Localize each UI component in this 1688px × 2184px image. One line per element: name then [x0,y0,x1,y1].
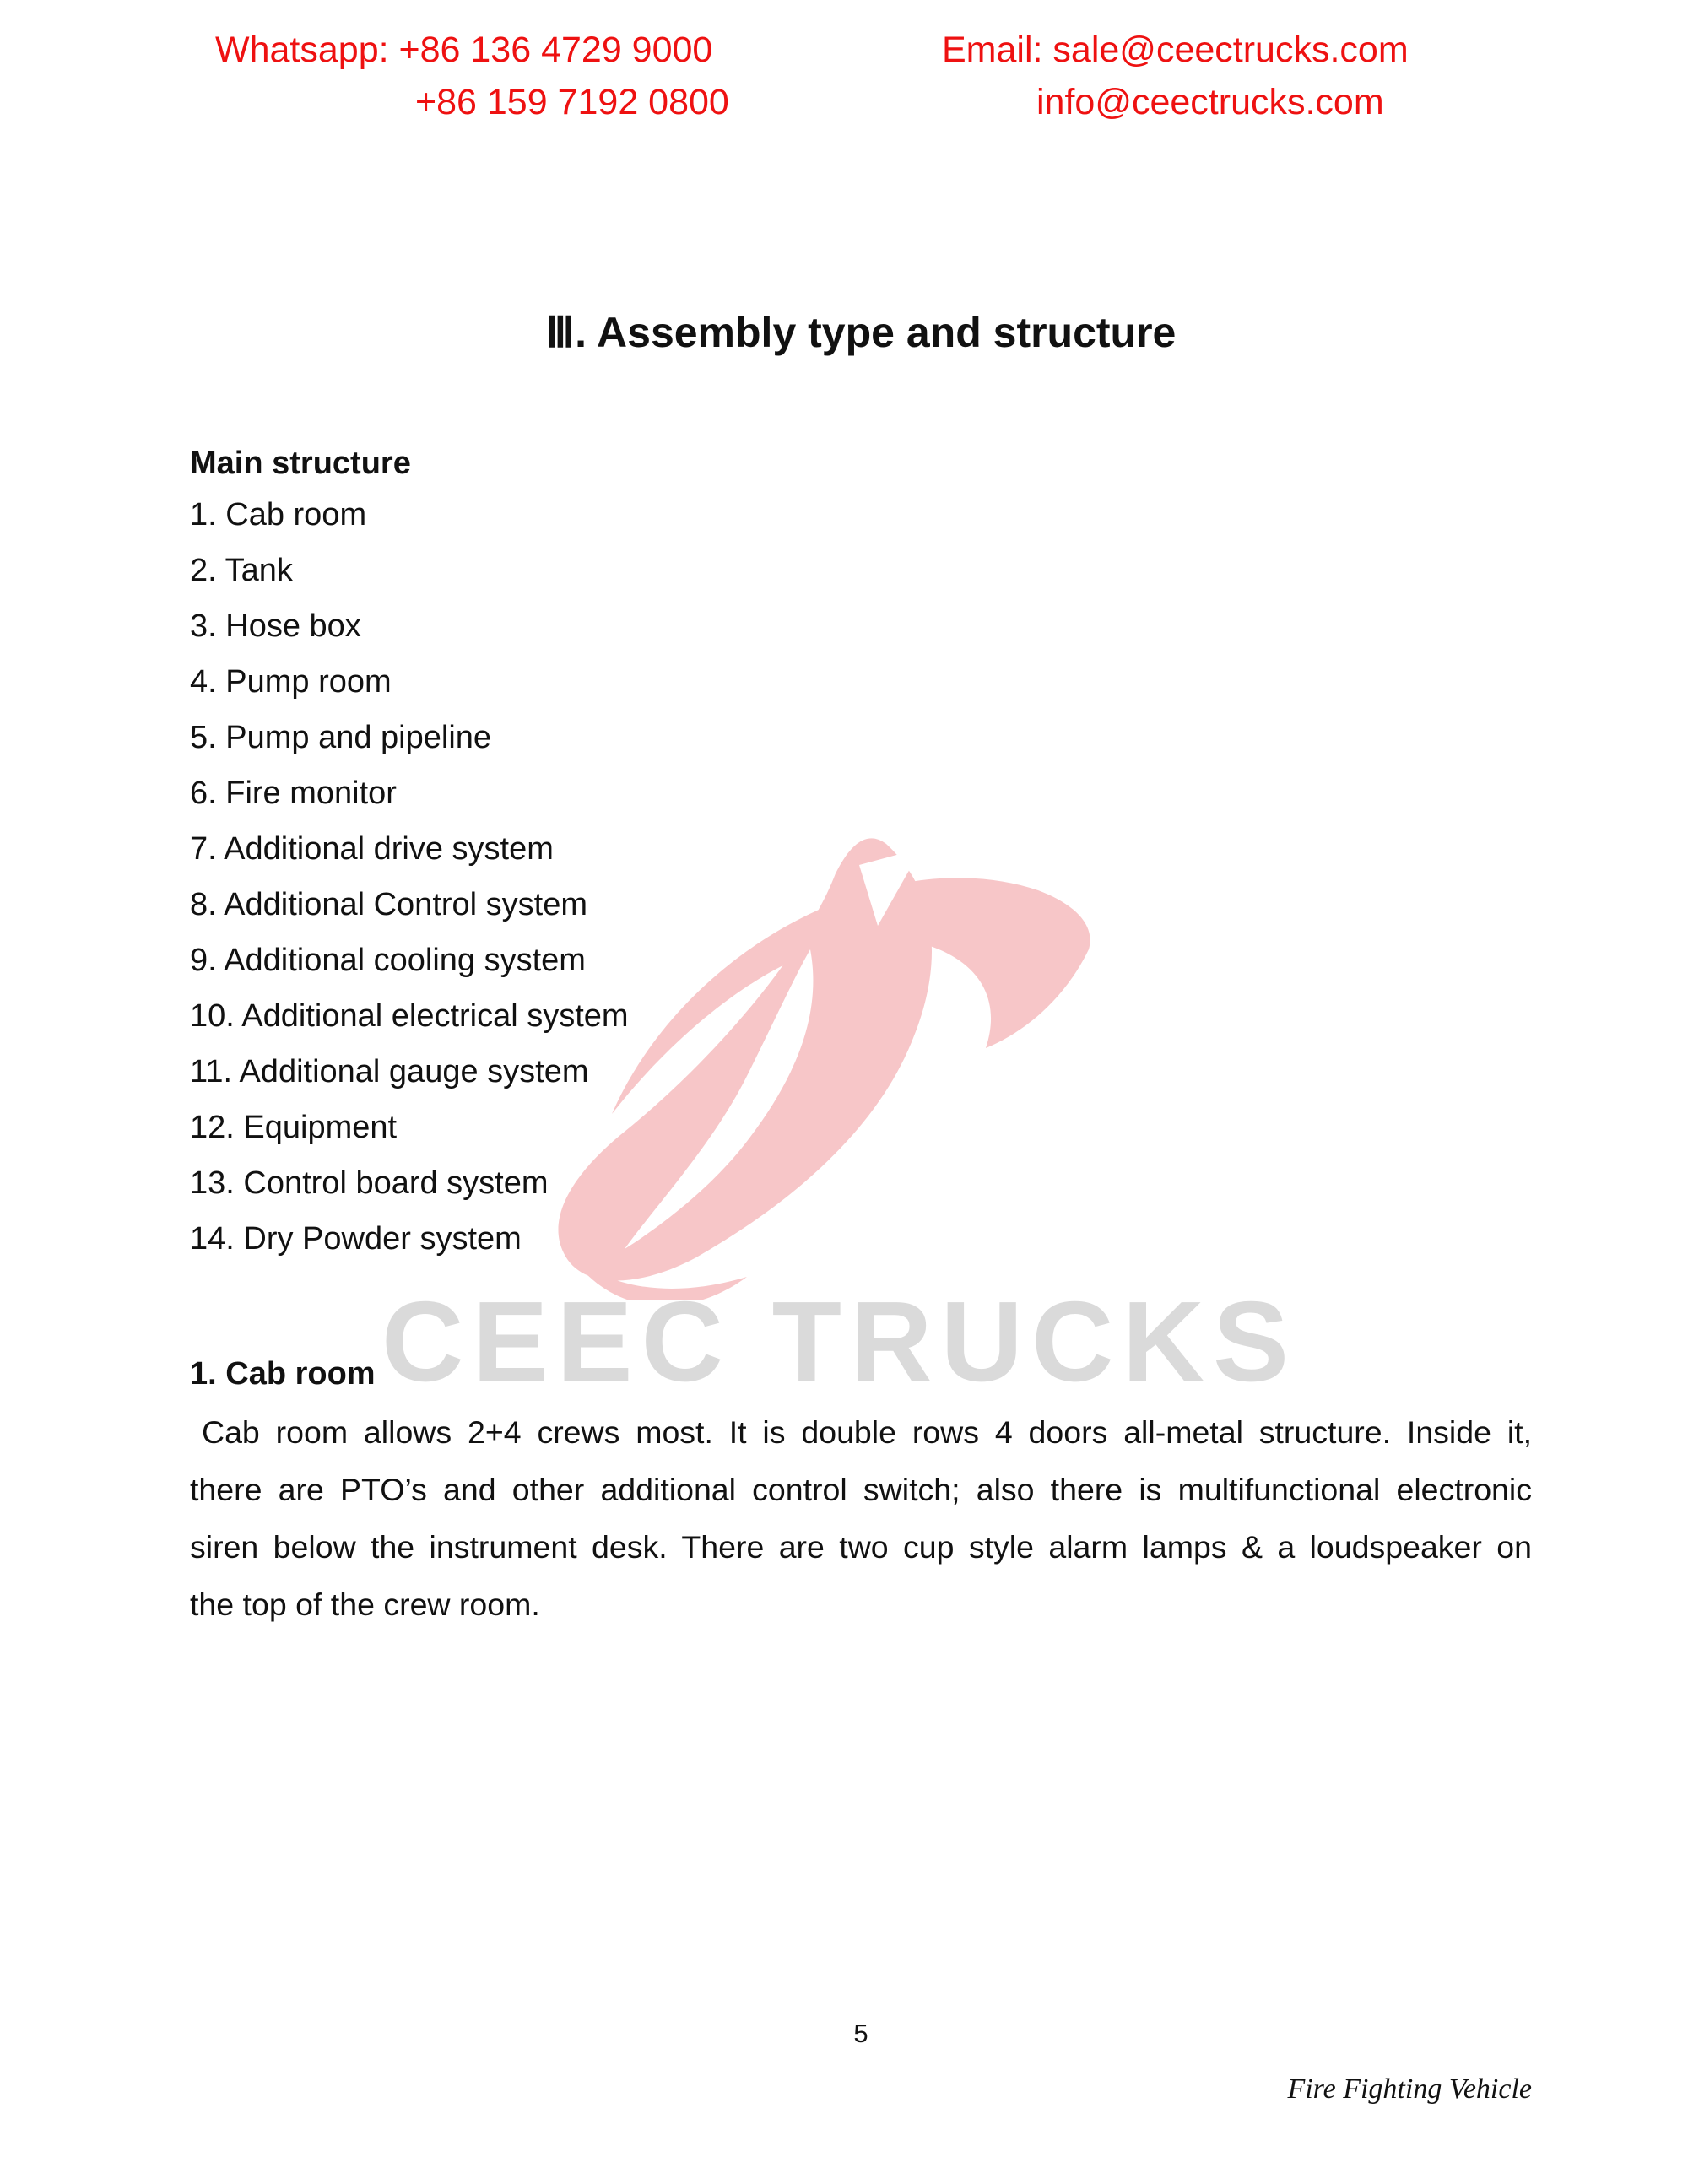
cab-room-paragraph [190,1403,1532,1633]
paragraph-line: there are PTO’s and other additional control switch; also there is multifunctional electronic [190,1472,1532,1507]
header-whatsapp-line2: +86 159 7192 0800 [415,82,729,122]
structure-list-item: 13. Control board system [190,1165,549,1201]
paragraph-line: the top of the crew room. [190,1587,540,1622]
structure-list-item: 3. Hose box [190,608,361,644]
structure-list-item: 7. Additional drive system [190,831,554,867]
structure-list-item: 8. Additional Control system [190,887,588,922]
cab-room-heading: 1. Cab room [190,1356,376,1392]
footer-doc-label: Fire Fighting Vehicle [1287,2073,1532,2105]
structure-list-item: 6. Fire monitor [190,776,397,811]
structure-list-item: 10. Additional electrical system [190,998,629,1034]
structure-list-item: 1. Cab room [190,497,367,532]
footer-page-number: 5 [853,2019,868,2048]
header-email-line2: info@ceectrucks.com [1036,82,1384,122]
structure-list-item: 4. Pump room [190,664,392,700]
main-structure-heading: Main structure [190,446,411,481]
structure-list-item: 5. Pump and pipeline [190,720,492,755]
structure-list-item: 12. Equipment [190,1110,398,1145]
paragraph-line: siren below the instrument desk. There are two cup style alarm lamps & a loudspeaker on [190,1529,1532,1565]
paragraph-line: Cab room allows 2+4 crews most. It is double rows 4 doors all-metal structure. Inside it, [202,1414,1532,1450]
structure-list-item: 9. Additional cooling system [190,943,586,978]
main-structure-list [190,487,1203,1267]
structure-list-item: 11. Additional gauge system [190,1054,589,1089]
structure-list-item: 2. Tank [190,553,293,588]
page-title: Ⅲ. Assembly type and structure [545,309,1177,356]
structure-list-item: 14. Dry Powder system [190,1221,522,1257]
header-whatsapp-line1: Whatsapp: +86 136 4729 9000 [215,30,713,70]
watermark-text: CEEC TRUCKS [381,1278,1298,1405]
header-email-line1: Email: sale@ceectrucks.com [942,30,1409,70]
